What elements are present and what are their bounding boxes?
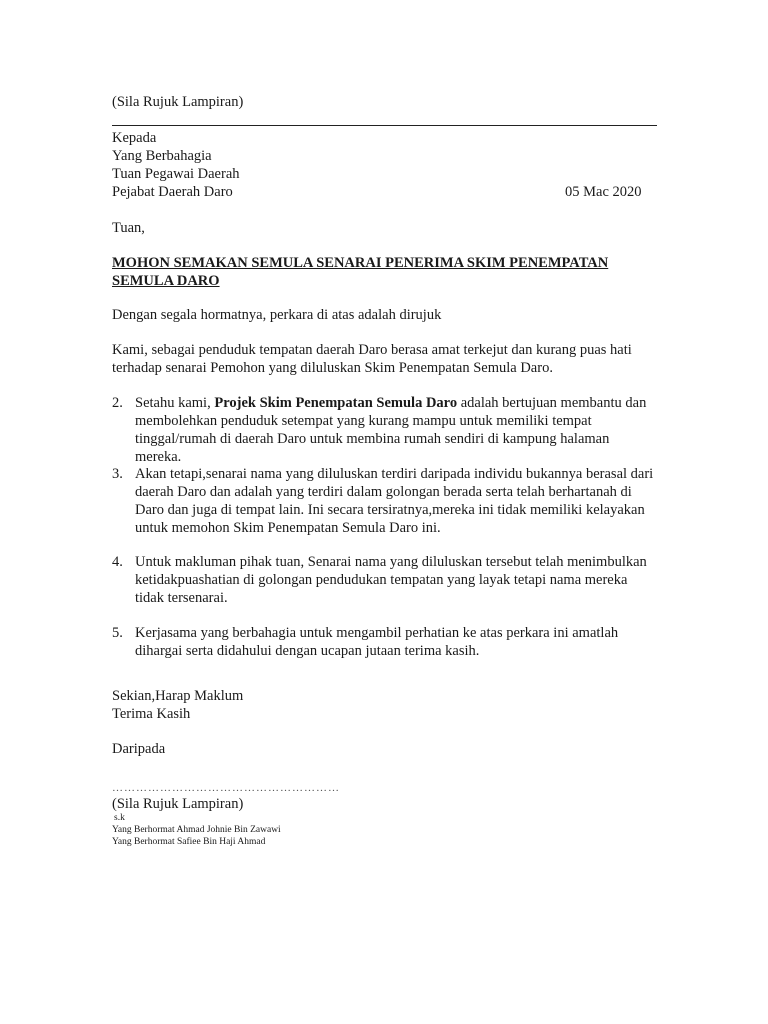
intro-paragraph: Kami, sebagai penduduk tempatan daerah Daro berasa amat terkejut dan kurang puas hati terhadap senarai Pemohon yang diluluskan Skim Penempatan Semula Daro. <box>112 342 632 376</box>
closing-line-1: Sekian,Harap Maklum <box>112 688 244 704</box>
item-text: Setahu kami, Projek Skim Penempatan Semula Daro adalah bertujuan membantu dan membolehkan penduduk setempat yang kurang mampu untuk memiliki tempat tinggal/rumah di daerah Daro untuk membina rumah sendiri di kampung halaman mereka. <box>135 395 647 465</box>
subject-heading: MOHON SEMAKAN SEMULA SENARAI PENERIMA SKIM PENEMPATAN SEMULA DARO <box>112 255 609 289</box>
letter-date: 05 Mac 2020 <box>565 184 642 200</box>
signature-line: ………………………………………………… <box>112 782 340 794</box>
item-number: 3. <box>112 466 123 482</box>
address-to: Kepada <box>112 130 157 146</box>
cc-recipient: Yang Berhormat Ahmad Johnie Bin Zawawi <box>112 825 281 835</box>
item-text: Kerjasama yang berbahagia untuk mengambil perhatian ke atas perkara ini amatlah dihargai serta didahului dengan ucapan jutaan terima kasih. <box>135 625 619 659</box>
opening-paragraph: Dengan segala hormatnya, perkara di atas adalah dirujuk <box>112 307 442 323</box>
item-number: 5. <box>112 625 123 641</box>
list-item <box>112 553 657 607</box>
header-rule <box>112 125 657 126</box>
cc-label: s.k <box>114 813 125 823</box>
closing-line-2: Terima Kasih <box>112 706 191 722</box>
greeting: Tuan, <box>112 220 145 236</box>
list-item <box>112 624 657 660</box>
from-label: Daripada <box>112 741 166 757</box>
cc-recipient: Yang Berhormat Safiee Bin Haji Ahmad <box>112 837 266 847</box>
address-office: Pejabat Daerah Daro <box>112 184 233 200</box>
item-text: Untuk makluman pihak tuan, Senarai nama yang diluluskan tersebut telah menimbulkan ketidakpuashatian di golongan pendudukan tempatan yang layak tetapi nama mereka tidak tersenarai. <box>135 554 647 606</box>
item-text: Akan tetapi,senarai nama yang diluluskan terdiri daripada individu bukannya berasal dari daerah Daro dan adalah yang terdiri dalam golongan berada serta telah berhartanah di Daro dan juga di tempat lain. Ini secara tersiratnya,mereka ini tidak memiliki kelayakan untuk memohon Skim Penempatan Semula Daro ini. <box>135 466 654 536</box>
item-number: 4. <box>112 554 123 570</box>
address-salutation-title: Yang Berbahagia <box>112 148 212 164</box>
list-item <box>112 394 657 466</box>
header-note: (Sila Rujuk Lampiran) <box>112 94 244 110</box>
address-recipient: Tuan Pegawai Daerah <box>112 166 240 182</box>
item-number: 2. <box>112 395 123 411</box>
project-name: Projek Skim Penempatan Semula Daro <box>214 395 458 411</box>
signature-note: (Sila Rujuk Lampiran) <box>112 796 244 812</box>
list-item <box>112 465 657 537</box>
